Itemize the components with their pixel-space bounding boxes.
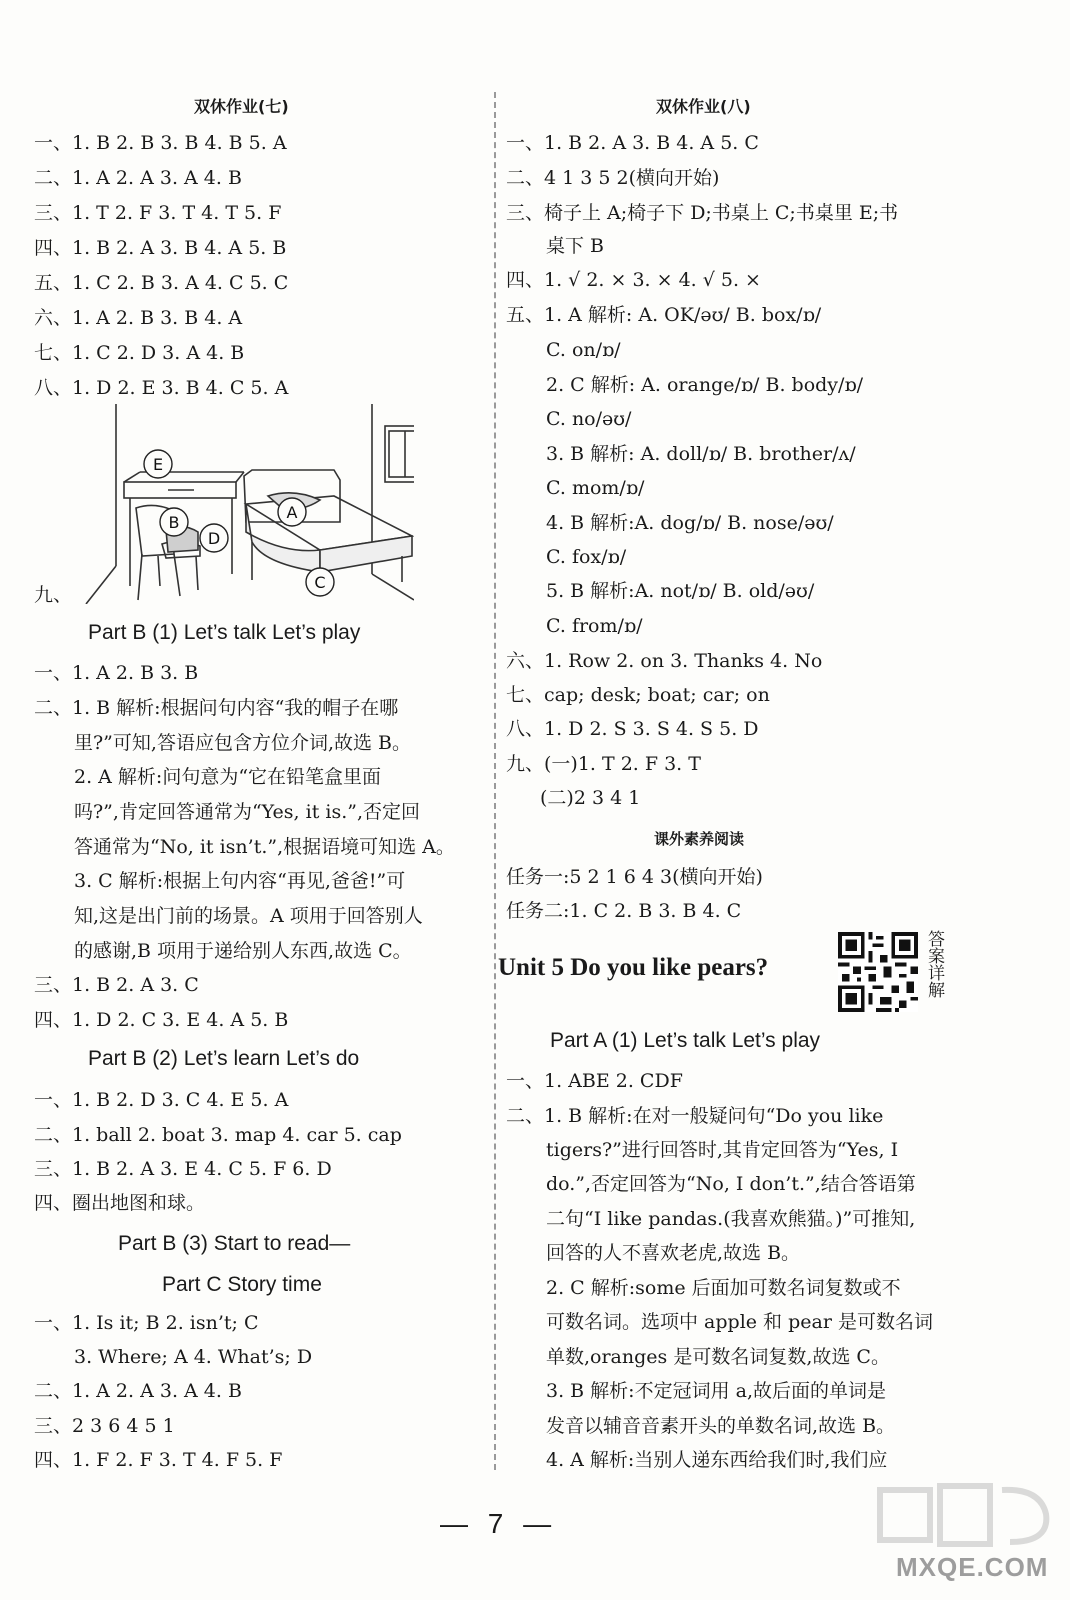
answer-line: do.”,否定回答为“No, I don’t.”,结合答语第 xyxy=(546,1173,916,1195)
answer-line: 四、1. D 2. C 3. E 4. A 5. B xyxy=(34,1009,289,1031)
room-illustration xyxy=(84,404,414,604)
answer-line: 5. B 解析:A. not/ɒ/ B. old/əʊ/ xyxy=(546,580,815,602)
answer-line: 五、1. A 解析: A. OK/əʊ/ B. box/ɒ/ xyxy=(506,304,822,326)
illus-label: C xyxy=(314,573,326,592)
answer-line: 可数名词。选项中 apple 和 pear 是可数名词 xyxy=(546,1311,933,1333)
section-title: 双休作业(七) xyxy=(194,97,289,116)
answer-line: 四、1. √ 2. × 3. × 4. √ 5. × xyxy=(506,269,761,291)
answer-line: 二句“I like pandas.(我喜欢熊猫。)”可推知, xyxy=(546,1208,916,1230)
part-heading: Part A (1) Let’s talk Let’s play xyxy=(550,1029,821,1052)
answer-line: 四、1. B 2. A 3. B 4. A 5. B xyxy=(34,237,287,259)
answer-line: 三、2 3 6 4 5 1 xyxy=(34,1415,175,1437)
answer-line: 3. B 解析:不定冠词用 a,故后面的单词是 xyxy=(546,1380,886,1402)
answer-line: C. on/ɒ/ xyxy=(546,339,621,361)
answer-line: 吗?”,肯定回答通常为“Yes, it is.”,否定回 xyxy=(74,801,420,823)
answer-line: 四、1. F 2. F 3. T 4. F 5. F xyxy=(34,1449,283,1471)
answer-line: C. fox/ɒ/ xyxy=(546,546,627,568)
answer-line: C. no/əʊ/ xyxy=(546,408,632,430)
answer-line: 六、1. A 2. B 3. B 4. A xyxy=(34,307,243,329)
answer-line: 3. B 解析: A. doll/ɒ/ B. brother/ʌ/ xyxy=(546,443,856,465)
answer-line: 一、1. B 2. D 3. C 4. E 5. A xyxy=(34,1089,289,1111)
answer-line: 二、1. A 2. A 3. A 4. B xyxy=(34,1380,242,1402)
answer-line: 八、1. D 2. S 3. S 4. S 5. D xyxy=(506,718,759,740)
answer-line: 4. A 解析:当别人递东西给我们时,我们应 xyxy=(546,1449,888,1471)
answer-line: 四、圈出地图和球。 xyxy=(34,1192,206,1214)
answer-line: tigers?”进行回答时,其肯定回答为“Yes, I xyxy=(546,1139,899,1161)
answer-line: 三、1. B 2. A 3. C xyxy=(34,974,199,996)
unit-title: Unit 5 Do you like pears? xyxy=(498,954,769,981)
answer-line: 的感谢,B 项用于递给别人东西,故选 C。 xyxy=(74,940,412,962)
answer-line: 里?”可知,答语应包含方位介词,故选 B。 xyxy=(74,732,411,754)
answer-line: 桌下 B xyxy=(546,235,605,257)
section-title: 双休作业(八) xyxy=(656,97,751,116)
answer-line: 二、1. B 解析:根据问句内容“我的帽子在哪 xyxy=(34,697,399,719)
answer-line: 2. A 解析:问句意为“它在铅笔盒里面 xyxy=(74,766,382,788)
answer-line: 六、1. Row 2. on 3. Thanks 4. No xyxy=(506,650,823,672)
answer-line: 一、1. B 2. A 3. B 4. A 5. C xyxy=(506,132,759,154)
answer-line: 2. C 解析:some 后面加可数名词复数或不 xyxy=(546,1277,901,1299)
answer-line: 2. C 解析: A. orange/ɒ/ B. body/ɒ/ xyxy=(546,374,863,396)
answer-line: 九、(一)1. T 2. F 3. T xyxy=(506,753,701,775)
answer-line: 3. Where; A 4. What’s; D xyxy=(74,1346,313,1368)
answer-line: 一、1. ABE 2. CDF xyxy=(506,1070,683,1092)
qr-code-icon[interactable] xyxy=(836,932,920,1012)
reading-title: 课外素养阅读 xyxy=(654,830,745,848)
illus-label: E xyxy=(152,455,164,474)
answer-line: 4. B 解析:A. dog/ɒ/ B. nose/əʊ/ xyxy=(546,512,834,534)
page-number: — 7 — xyxy=(440,1508,558,1539)
answer-line: 八、1. D 2. E 3. B 4. C 5. A xyxy=(34,377,289,399)
watermark-text: MXQE.COM xyxy=(896,1552,1049,1582)
illus-label: B xyxy=(168,513,180,532)
answer-line: 三、1. B 2. A 3. E 4. C 5. F 6. D xyxy=(34,1158,332,1180)
answer-line: 五、1. C 2. B 3. A 4. C 5. C xyxy=(34,272,289,294)
answer-line: 七、cap; desk; boat; car; on xyxy=(506,684,770,706)
answer-line: 七、1. C 2. D 3. A 4. B xyxy=(34,342,245,364)
answer-line: 三、椅子上 A;椅子下 D;书桌上 C;书桌里 E;书 xyxy=(506,202,899,224)
answer-line: C. mom/ɒ/ xyxy=(546,477,645,499)
part-heading: Part B (3) Start to read— xyxy=(118,1232,351,1255)
answer-line: 任务二:1. C 2. B 3. B 4. C xyxy=(506,900,742,922)
column-divider xyxy=(494,92,496,1470)
part-heading: Part B (2) Let’s learn Let’s do xyxy=(88,1047,360,1070)
answer-line: 任务一:5 2 1 6 4 3(横向开始) xyxy=(506,866,763,888)
answer-line: 二、1. ball 2. boat 3. map 4. car 5. cap xyxy=(34,1124,402,1146)
illus-label: A xyxy=(286,503,298,522)
part-heading: Part B (1) Let’s talk Let’s play xyxy=(88,621,361,644)
answer-line: 单数,oranges 是可数名词复数,故选 C。 xyxy=(546,1346,890,1368)
answer-line: 答通常为“No, it isn’t.”,根据语境可知选 A。 xyxy=(74,836,455,858)
answer-line: 二、1. B 解析:在对一般疑问句“Do you like xyxy=(506,1105,884,1127)
question-label: 九、 xyxy=(34,584,73,606)
answer-line: 发音以辅音音素开头的单数名词,故选 B。 xyxy=(546,1415,896,1437)
answer-line: 二、4 1 3 5 2(横向开始) xyxy=(506,167,720,189)
answer-line: 一、1. Is it; B 2. isn’t; C xyxy=(34,1312,259,1334)
answer-line: 三、1. T 2. F 3. T 4. T 5. F xyxy=(34,202,282,224)
answer-line: C. from/ɒ/ xyxy=(546,615,643,637)
answer-line: (二)2 3 4 1 xyxy=(540,787,641,809)
answer-line: 一、1. B 2. B 3. B 4. B 5. A xyxy=(34,132,287,154)
answer-line: 二、1. A 2. A 3. A 4. B xyxy=(34,167,242,189)
answer-line: 一、1. A 2. B 3. B xyxy=(34,662,199,684)
answer-line: 3. C 解析:根据上句内容“再见,爸爸!”可 xyxy=(74,870,406,892)
answer-line: 回答的人不喜欢老虎,故选 B。 xyxy=(546,1242,801,1264)
qr-label: 答案详解 xyxy=(924,930,944,998)
illus-label: D xyxy=(207,529,221,548)
answer-line: 知,这是出门前的场景。A 项用于回答别人 xyxy=(74,905,423,927)
part-heading: Part C Story time xyxy=(162,1273,322,1296)
